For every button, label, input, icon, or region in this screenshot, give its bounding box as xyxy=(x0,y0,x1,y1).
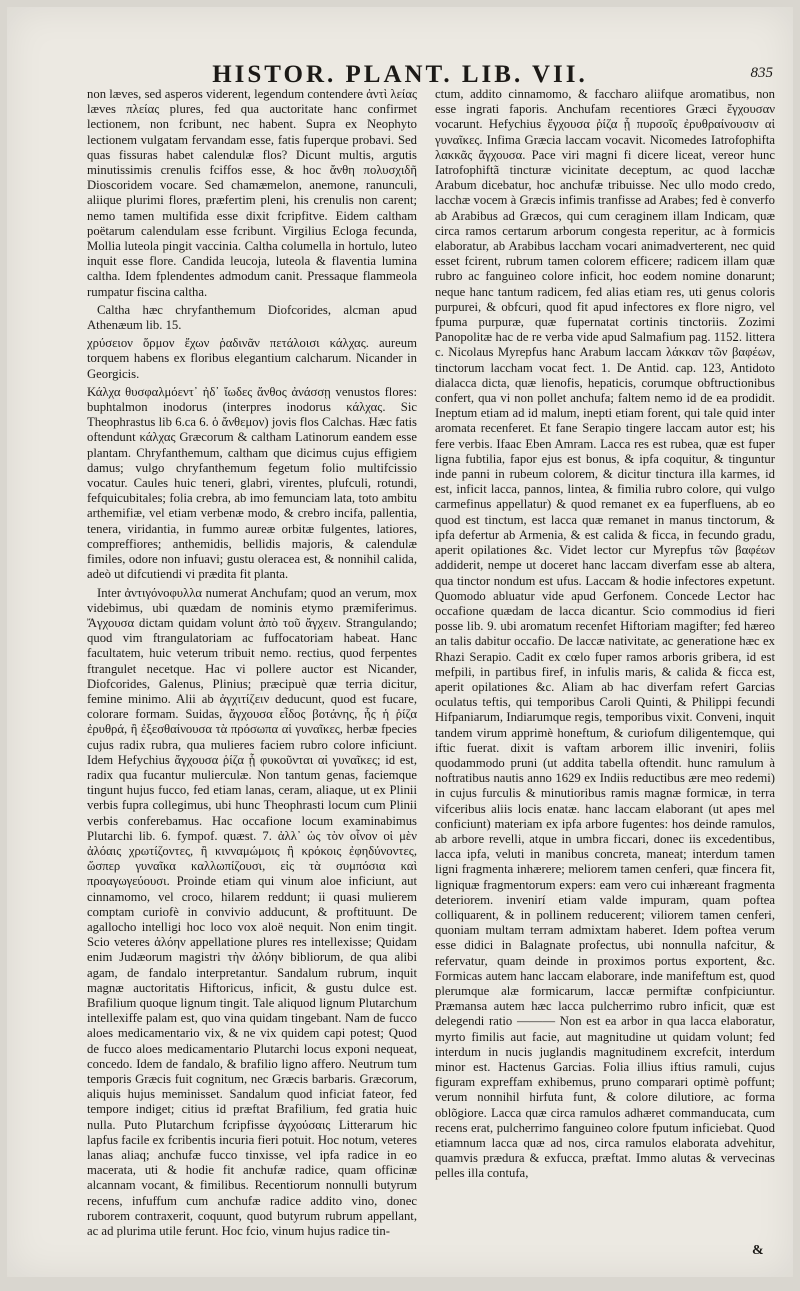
right-column xyxy=(435,87,775,1257)
paragraph: χρύσειον ὅρμον ἔχων ῥαδινᾶν πετάλοισι κάλχας. aureum torquem habens ex floribus elegantium calcharum. Nicander in Georgicis. xyxy=(87,336,417,381)
left-column xyxy=(87,87,417,1257)
page-number: 835 xyxy=(750,65,773,81)
paragraph: Inter ἀντιγόνοφυλλα numerat Anchufam; quod an verum, mox videbimus, ubi quædam de nominis etymo præmiferimus. Ἄγχουσα dictam quidam volunt ἀπὸ τοῦ ἄγχειν. Strangulando; quod vim ftrangulatoriam ac fuffocatoriam habeat. Hanc facultatem, huic veterum tribuit nemo. rectius, quod ferpentes ftrangulet necetque. Hac vi pollere auctor est Nicander, Diofcorides, Galenus, Plinius; præcipuè quæ terria dicitur, femine minimo. Alii ab ἀγχιτίζειν deducunt, quod est fucare, colorare formam. Suidas, ἄγχουσα εἶδος βοτάνης, ἧς ἡ ῥίζα ἐρυθρά, ἢ ἐξεσθαίνουσα τὰ πρόσωπα αἱ γυναῖκες, herbæ fpecies cujus radix rubra, qua mulieres faciem rubro colore inficiunt. Idem Hefychius ἄγχουσα ῥίζα ᾗ φυκοῦνται αἱ γυναῖκες; id est, radix qua fucantur mulierculæ. Non tantum genas, faciemque tingunt hujus fucco, fed etiam lanas, ceram, aliaque, ut ex Plinii verbis fupra collegimus, ubi hunc Theophrasti locum cum Plinii verbis conferebamus. Hac occafione locum examinabimus Plutarchi lib. 6. fympof. quæst. 7. ἀλλ᾽ ὡς τὸν οἶνον οἱ μὲν ἀλόαις χρωτίζοντες, ἢ κινναμώμοις ἢ κρόκοις ἐφηδύνοντες, ὥσπερ γυναῖκα καλλωπίζουσι, εἰς τὰ συμπόσια καὶ προαγωγεύουσι. Proinde etiam qui vinum aloe inficiunt, aut cinnamomo, vel croco, hilarem reddunt; ii quasi mulierem comptam curiofè in convivio adducunt, & proftituunt. De agallocho intelligi hoc loco vox aloë nequit. Non enim tingit. Scio veteres ἀλόην appellatione plures res intellexisse; Quidam enim Judæorum magistri τὴν ἀλόην bibliorum, de qua alibi agam, de fandalo interpretantur. Sandalum rubrum, inquit magnæ auctoritatis Hiftoricus, inficit, & gustu dulce est. Brafilium quoque lignum tingit. Tale aliquod lignum Plutarchum intellexiffe palam est, quo vina quidam tingebant. Nam de fucco aloes medicamentario vix, & ne vix quidem capi potest; Quod de fucco aloes medicamentario Plutarchi locus exponi nequeat, concedo. Idem de fandalo, & brafilio ligno affero. Neutrum tum temporis Græcis fuit cognitum, nec Græcis barbaris. Græcorum, aliquis hujus meminisset. Sandalum quod inficiat fateor, fed tempore indiget; citius id præftat Brafilium, fed gratia huic nulla. Puto Plutarchum fcripfisse ἀγχούσαις Litterarum hic lapfus facile ex fcribentis incuria fieri potuit. Hoc notum, veteres lanas aliaq; anchufæ fucco tinxisse, vel ipfa radice in eo macerata, uti & hodie fit anchufæ radice, quam officinæ alcannam vocant, & fimilibus. Recentiorum nonnulli butyrum recens, infuffum cum anchufæ radice addito vino, donec ruborem contraxerit, coquunt, quod butyrum rubrum appellant, ac ad plurima utile ferunt. Hoc fcio, vinum hujus radice tin- xyxy=(87,585,417,1239)
paragraph: ctum, addito cinnamomo, & faccharo aliifque aromatibus, non esse ingrati faporis. Anchufam recentiores Græci ἔγχουσαν vocarunt. Hefychius ἔγχουσα ῥίζα ᾗ πυρσοῖς ἐρυθραίνουσιν αἱ γυναῖκες. Infima Græcia laccam vocavit. Nicomedes Iatrofophifta λακκᾶς ἄγχουσα. Pace viri magni fi dicere liceat, vereor hunc Iatrofophiftã tincturæ vicinitate deceptum, ac quod lacchæ Arabum dicebatur, hoc anchufæ tribuisse. Nec ullo modo credo, lacchæ vocem à Græcis infimis tranfisse ad Arabes; fed è converfo ab Arabibus ad Græcos, qui cum ceraginem illam Indicam, quæ circa ramos certarum arborum congesta reperitur, ac à formicis elaboratur, ab Arabibus laccham vocari animadverterent, nec quid esset fcirent, rubrum tamen colorem efficere; radicem illam quæ rubro ac fanguineo colore inficit, hoc eodem nomine donarunt; neque hanc tantum radicem, fed alias etiam res, uti genus coloris purpurei, & obfcuri, quod fit apud infectores ex flore nigro, vel fpuma purpuræ, quæ fupernatat cortinis tinctoriis. Zozimi Panopolitæ hac de re verba vide apud Salmafium pag. 1152. littera c. Nicolaus Myrepfus hanc Arabum laccam λάκκαν τῶν βαφέων, tinctorum laccham vocat fect. 1. De Antid. cap. 123, Antidoto dialacca dicta, quæ lienofis, hepaticis, corumque obftructionibus confert, qua vi non pollet anchufa; faltem nemo id de ea prodidit. Ineptum etiam ad id malum, inepti etiam forent, qui tale quid inter aromata recenferet. Et fane Serapio tingere laccam autor est; his fere verbis. Ifaac Eben Amram. Lacca res est rubea, quæ est fuper ligna fubtilia, fapor ejus est bonus, & ipfa coquitur, & tinguntur inde panni in rubeum colorem, & dicitur tinctura illa karmes, id est, inficit lacca, pannos, lintea, & fimilia rubro colore, qui vulgo carmefinus appellatur) & quod remanet ex ea fuperfluens, ab eo quod est tinctum, est lacca quæ remanet in manus tinctorum, & ipfa defertur ab Armenia, & est calida & ficca, in fecundo gradu, aperit opilationes &c. Videt lector cur Myrepfus τῶν βαφέων addiderit, nempe ut doceret hanc laccam diverfam esse ab altera, qua tinctor nondum est ufus. Laccam & hodie infectores expetunt. Quomodo abluatur vide apud Gerfonem. Concede Lector hac occafione quædam de lacca dicantur. Scio commodius id fieri posse lib. 9. ubi aromatum recenfet Hiftoriam magifter; fed hæreo an talis dabitur occafio. De laccæ nativitate, ac generatione hæc ex Rhazi Serapio. Cadit ex cœlo fuper ramos arboris gribera, id est mefpili, in partibus firef, in infulis maris, & calida & ficca est, aperit opilationes &c. Aliam ab hac diverfam refert Garcias oculatus teftis, qui temporibus Caroli Quinti, & Philippi fecundi Hifpaniarum, Indiarumque regis, temporibus vixit. Conveni, inquit tandem virum apprimè honeftum, & curiofum diligentemque, qui iftic fuerat. dixit is vaftam arborem illic inveniri, foliis quodammodo pruni (ut addita tabella oftendit. hunc ramulum à noftratibus nautis anno 1629 ex Indiis reductibus ære meo redemi) in cujus furculis & minutioribus ramis magnæ formicæ, in terra vifceribus aliis locis enatæ. hanc laccam elaborant (ut apes mel conficiunt) materiam ex ipfa arbore fugentes: hos deinde ramulos, ab arbore revelli, atque in umbra ficcari, donec iis excedentibus, lacca ipfa, veluti in manibus concreta, maneat; interdum tamen ligni fragmenta inhærere; meliorem tamen cenferi, quæ fincera fit, ligniquæ fragmentorum expers: eam vero cui inhæreant fragmenta deteriorem. invenirí etiam valde impuram, quam poftea colliquarent, & in pollinem reducerent; viliorem tamen cenferi, quoniam multam terram admixtam haberet. Idem poftea verum esse didici in Balagnate profectus, ubi nonnulla nafcitur, & refervatur, quam deinde in proximos portus exportent, &c. Formicas autem hanc laccam elaborare, inde manifeftum est, quod plerumque alæ formicarum, laccæ permiftæ confpiciuntur. Præmansa autem hæc lacca pulcherrimo rubro inficit, quæ est delegendi ratio ——— Non est ea arbor in qua lacca elaboratur, myrto fimilis aut facie, aut magnitudine ut quidam volunt; fed interdum in nucis juglandis magnitudinem excrefcit, interdum minor est. Hactenus Garcias. Folia illius iftius ramuli, cujus figuram expreffam exhibemus, pruno comparari optimè poffunt; verum nonnihil hirfuta funt, & colore dilutiore, ac forma oblõgiore. Lacca quæ circa ramulos adhæret commanducata, cum recens erat, pulcherrimo fanguineo colore fputum inficiebat. Quod etiamnum lacca quæ ad nos, circa ramulos elaborata advehitur, quamvis prædura & exfucca, præftat. Immo alutas & vervecinas pelles illa contufa, xyxy=(435,87,775,1181)
paragraph: non læves, sed asperos viderent, legendum contendere ἀντὶ λείας læves πλείας plures, fed qua auctoritate hanc confirmet lectionem, non fcribunt, nec habent. Supra ex Neophyto lectionem vulgatam fervandam esse, fatis fuperque probavi. Sed quas fissuras habet calendulæ flos? Dicunt multis, argutis minutissimis crenulis fciffos esse, & hoc ἄνθη πολυσχιδῆ Dioscoridem vocare. Sed chamæmelon, anemone, ranunculi, aliique plurimi flores, præfertim pleni, his crenulis non carent; nemo tamen multifida esse dixit fcripfitve. Eidem caltham poëtarum calendulam esse fcribunt. Virgilius Ecloga fecunda, Mollia luteola pingit vaccinia. Caltha columella in hortulo, luteo inquit esse flore. Candida leucoja, luteola & flaventia lumina caltha. Idem fplendentes admodum canit. Pressaque flammeola rumpatur fiscina caltha. xyxy=(87,87,417,299)
catchword: & xyxy=(752,1243,764,1258)
book-page xyxy=(7,7,793,1277)
paragraph: Caltha hæc chryfanthemum Diofcorides, alcman apud Athenæum lib. 15. xyxy=(87,302,417,333)
paragraph: Κάλχα θυσφαλμόεντ᾽ ἠδ᾽ ἴωδες ἄνθος ἀνάσσῃ venustos flores: buphtalmon inodorus (interpres inodorus κάλχας. Sic Theophrastus lib 6.ca 6. ὁ ἄνθεμον) jovis flos Calchas. Hæc fatis oftendunt κάλχας Græcorum & caltham Latinorum eandem esse plantam. Chryfanthemum, caltham que dicimus cujus effigiem damus; vulgo chryfanthemum fegetum folio multifcissio vocatur. Caules huic teneri, glabri, virentes, plufculi, rotundi, fefquicubitales; folia crebra, ab imo femunciam lata, toto ambitu arthemifiæ, vel etiam verbenæ modo, & crebro incifa, pallentia, tenera, viridantia, in fummo aureæ orbitæ fulgentes, latiores, compreffiores; anthemidis, bellidis majoris, & calendulæ fimiles, odore non infuavi; gustu oleracea est, & nonnihil calida, adeò ut difcutiendi vi prædita fit planta. xyxy=(87,384,417,582)
running-head: HISTOR. PLANT. LIB. VII. xyxy=(212,61,588,88)
